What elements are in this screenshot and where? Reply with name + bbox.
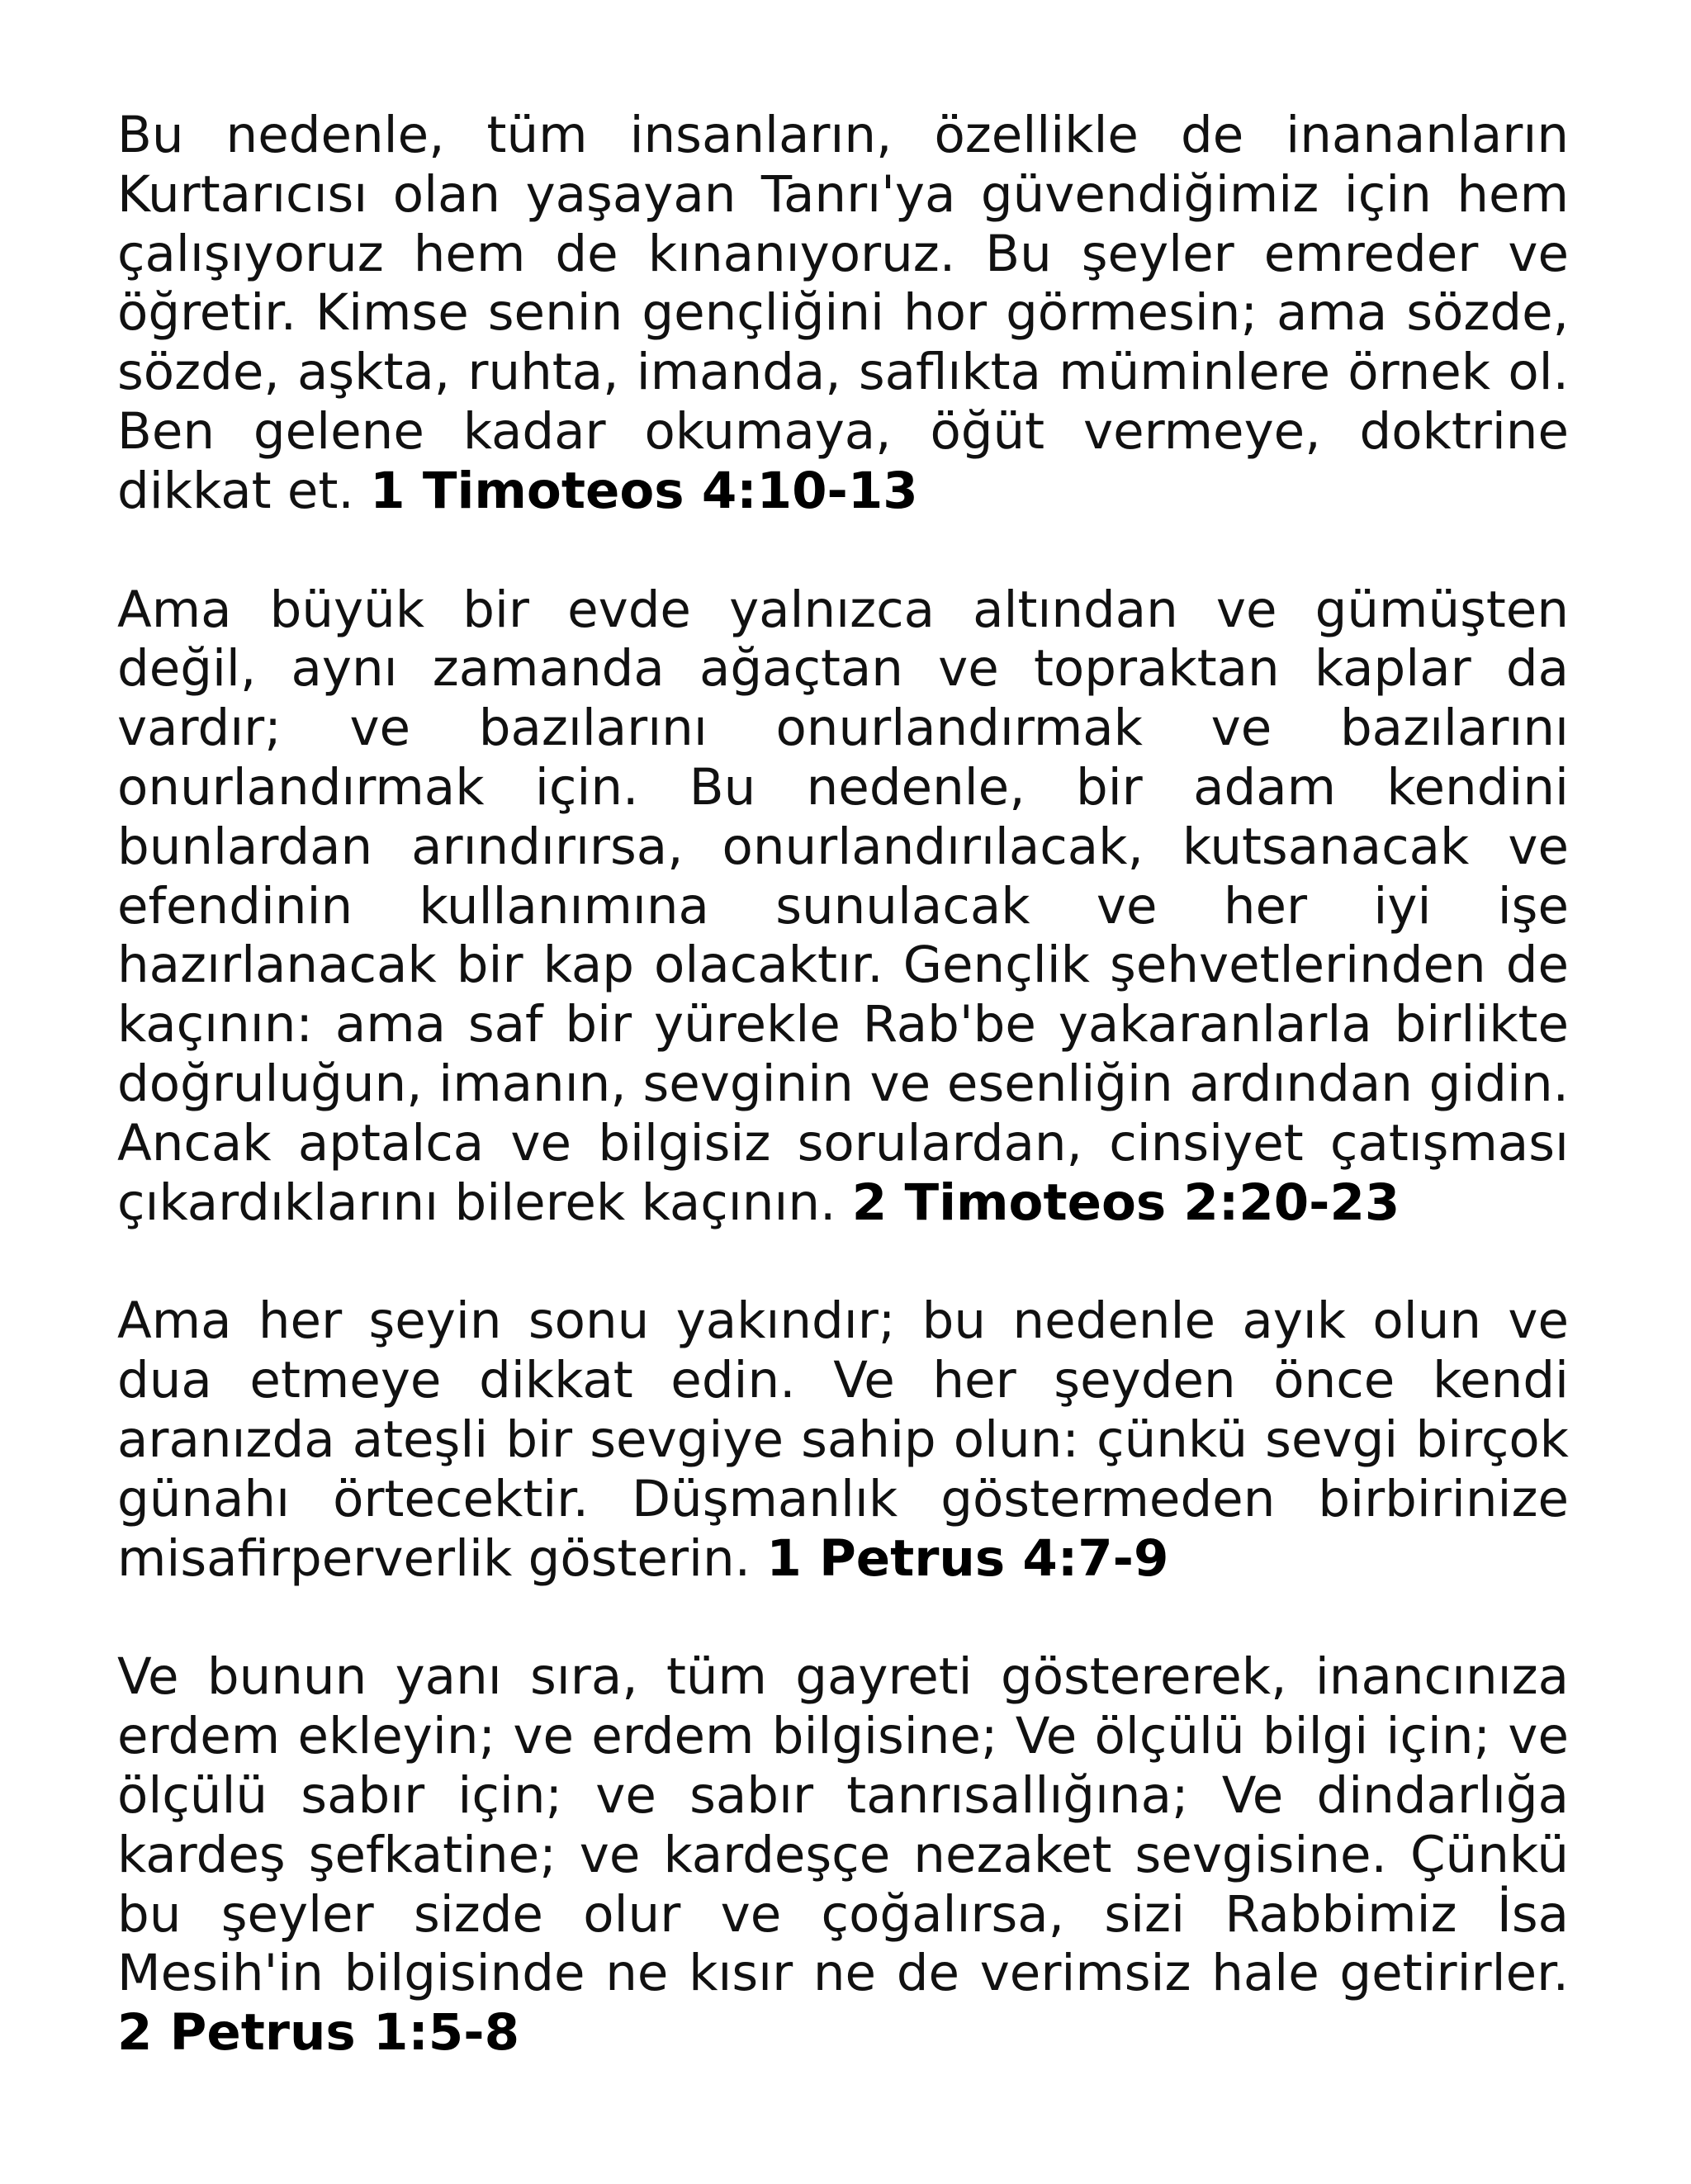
verse-reference: 1 Petrus 4:7-9 bbox=[766, 1528, 1169, 1588]
passage bbox=[117, 1291, 1569, 1588]
passage bbox=[117, 1647, 1569, 2063]
document-page bbox=[117, 106, 1569, 2063]
verse-reference: 2 Timoteos 2:20-23 bbox=[851, 1173, 1400, 1232]
passage-text: Ama her şeyin sonu yakındır; bu nedenle ayık olun ve dua etmeye dikkat edin. Ve her şeyden önce kendi aranızda ateşli bir sevgiye sahip olun: çünkü sevgi birçok günahı örtecektir. Düşmanlık göstermeden birbirinize misafirperverlik gösterin. bbox=[117, 1291, 1569, 1588]
passage bbox=[117, 106, 1569, 521]
passage-text: Ama büyük bir evde yalnızca altından ve gümüşten değil, aynı zamanda ağaçtan ve topraktan kaplar da vardır; ve bazılarını onurlandırmak ve bazılarını onurlandırmak için. Bu nedenle, bir adam kendini bunlardan arındırırsa, onurlandırılacak, kutsanacak ve efendinin kullanımına sunulacak ve her iyi işe hazırlanacak bir kap olacaktır. Gençlik şehvetlerinden de kaçının: ama saf bir yürekle Rab'be yakaranlarla birlikte doğruluğun, imanın, sevginin ve esenliğin ardından gidin. Ancak aptalca ve bilgisiz sorulardan, cinsiyet çatışması çıkardıklarını bilerek kaçının. bbox=[117, 580, 1569, 1232]
passage-text: Bu nedenle, tüm insanların, özellikle de inananların Kurtarıcısı olan yaşayan Tanrı'ya güvendiğimiz için hem çalışıyoruz hem de kınanıyoruz. Bu şeyler emreder ve öğretir. Kimse senin gençliğini hor görmesin; ama sözde, sözde, aşkta, ruhta, imanda, saflıkta müminlere örnek ol. Ben gelene kadar okumaya, öğüt vermeye, doktrine dikkat et. bbox=[117, 106, 1569, 520]
passage-text: Ve bunun yanı sıra, tüm gayreti göstererek, inancınıza erdem ekleyin; ve erdem bilgisine; Ve ölçülü bilgi için; ve ölçülü sabır için; ve sabır tanrısallığına; Ve dindarlığa kardeş şefkatine; ve kardeşçe nezaket sevgisine. Çünkü bu şeyler sizde olur ve çoğalırsa, sizi Rabbimiz İsa Mesih'in bilgisinde ne kısır ne de verimsiz hale getirirler. bbox=[117, 1647, 1569, 2003]
verse-reference: 2 Petrus 1:5-8 bbox=[117, 2003, 520, 2063]
verse-reference: 1 Timoteos 4:10-13 bbox=[370, 461, 918, 520]
passage bbox=[117, 580, 1569, 1233]
